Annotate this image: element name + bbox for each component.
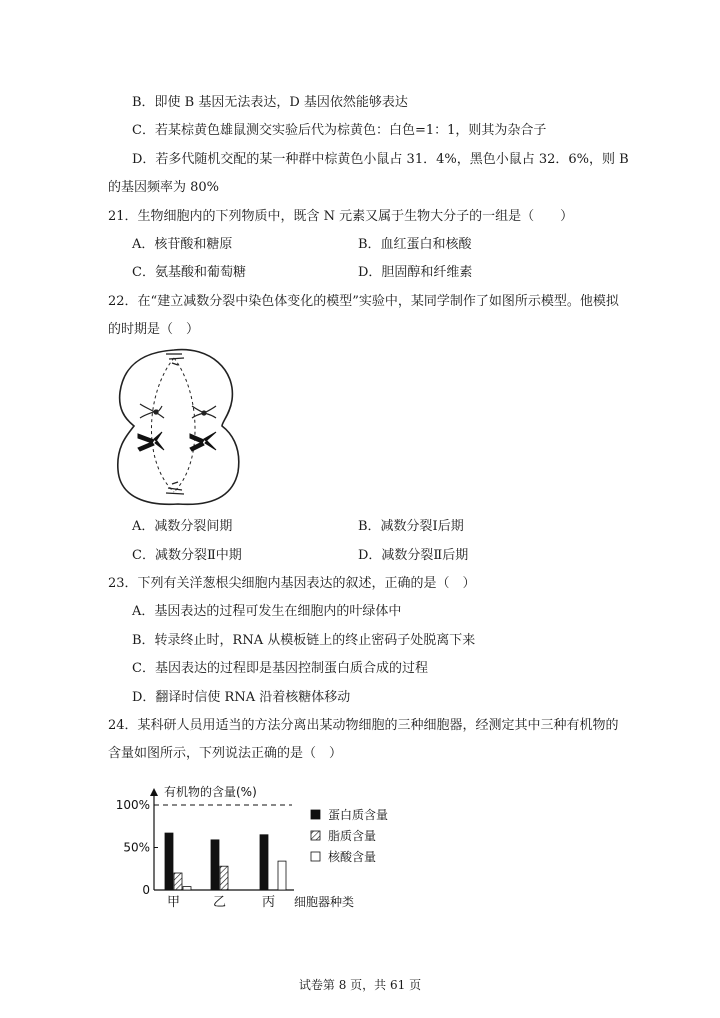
q21-option-d: D．胆固醇和纤维素 bbox=[358, 265, 473, 280]
q21-option-b: B．血红蛋白和核酸 bbox=[358, 237, 472, 252]
q23-option-b: B．转录终止时，RNA 从模板链上的终止密码子处脱离下来 bbox=[132, 633, 476, 648]
chromosome-light-right bbox=[192, 406, 216, 418]
question-22-stem: 22．在“建立减数分裂中染色体变化的模型”实验中，某同学制作了如图所示模型。他模拟 bbox=[108, 294, 619, 309]
x-axis-label: 细胞器种类 bbox=[294, 895, 355, 909]
bar-甲-脂质含量 bbox=[174, 873, 182, 890]
question-23-stem: 23．下列有关洋葱根尖细胞内基因表达的叙述，正确的是（ ） bbox=[108, 576, 476, 591]
x-category-label: 乙 bbox=[213, 895, 227, 910]
legend-label: 核酸含量 bbox=[328, 850, 377, 864]
question-22-stem-continued: 的时期是（ ） bbox=[108, 322, 200, 337]
x-category-label: 甲 bbox=[167, 895, 181, 910]
q22-option-a: A．减数分裂间期 bbox=[132, 519, 233, 534]
prev-option-b: B．即使 B 基因无法表达，D 基因依然能够表达 bbox=[132, 95, 408, 110]
page-footer: 试卷第 8 页，共 61 页 bbox=[298, 978, 422, 992]
q22-option-b: B．减数分裂Ⅰ后期 bbox=[358, 519, 464, 534]
bar-丙-核酸含量 bbox=[278, 861, 286, 890]
legend-swatch bbox=[311, 852, 320, 861]
question-24-stem-continued: 含量如图所示，下列说法正确的是（ ） bbox=[108, 746, 343, 761]
y-tick-label: 0 bbox=[142, 883, 150, 897]
spindle-fiber bbox=[151, 358, 174, 492]
y-axis-label: 有机物的含量(%) bbox=[164, 785, 257, 799]
spindle-fiber bbox=[174, 358, 195, 492]
y-tick-label: 100% bbox=[115, 798, 150, 812]
prev-option-c: C．若某棕黄色雄鼠测交实验后代为棕黄色：白色=1：1，则其为杂合子 bbox=[132, 123, 547, 138]
prev-option-d: D．若多代随机交配的某一种群中棕黄色小鼠占 31．4%，黑色小鼠占 32．6%，则 B bbox=[132, 152, 629, 167]
legend-label: 脂质含量 bbox=[328, 829, 377, 843]
cell-membrane bbox=[118, 350, 239, 505]
chromosome-dark-left bbox=[138, 432, 164, 451]
x-category-label: 丙 bbox=[262, 895, 276, 910]
q22-option-c: C．减数分裂Ⅱ中期 bbox=[132, 548, 242, 563]
y-axis-arrow bbox=[150, 788, 158, 796]
q21-option-a: A．核苷酸和糖原 bbox=[132, 237, 233, 252]
question-24-stem: 24．某科研人员用适当的方法分离出某动物细胞的三种细胞器，经测定其中三种有机物的 bbox=[108, 718, 619, 733]
q21-option-c: C．氨基酸和葡萄糖 bbox=[132, 265, 246, 280]
q23-option-a: A．基因表达的过程可发生在细胞内的叶绿体中 bbox=[132, 604, 402, 619]
bar-甲-蛋白质含量 bbox=[165, 833, 173, 890]
legend-label: 蛋白质含量 bbox=[328, 808, 389, 822]
legend-swatch bbox=[311, 810, 320, 819]
legend-swatch bbox=[311, 831, 320, 840]
bar-丙-蛋白质含量 bbox=[260, 835, 268, 890]
bar-乙-脂质含量 bbox=[220, 866, 228, 890]
y-tick-label: 50% bbox=[123, 840, 150, 855]
q22-option-d: D．减数分裂Ⅱ后期 bbox=[358, 548, 469, 563]
cell-division-diagram bbox=[112, 342, 252, 510]
chromosome-dark-right bbox=[190, 432, 216, 451]
q23-option-d: D．翻译时信使 RNA 沿着核糖体移动 bbox=[132, 690, 351, 705]
bar-甲-核酸含量 bbox=[183, 887, 191, 890]
prev-option-d-continued: 的基因频率为 80% bbox=[108, 180, 220, 195]
question-21-stem: 21．生物细胞内的下列物质中，既含 N 元素又属于生物大分子的一组是（ ） bbox=[108, 209, 574, 224]
organelle-content-bar-chart bbox=[108, 776, 408, 914]
bar-乙-蛋白质含量 bbox=[211, 840, 219, 890]
q23-option-c: C．基因表达的过程即是基因控制蛋白质合成的过程 bbox=[132, 661, 428, 676]
